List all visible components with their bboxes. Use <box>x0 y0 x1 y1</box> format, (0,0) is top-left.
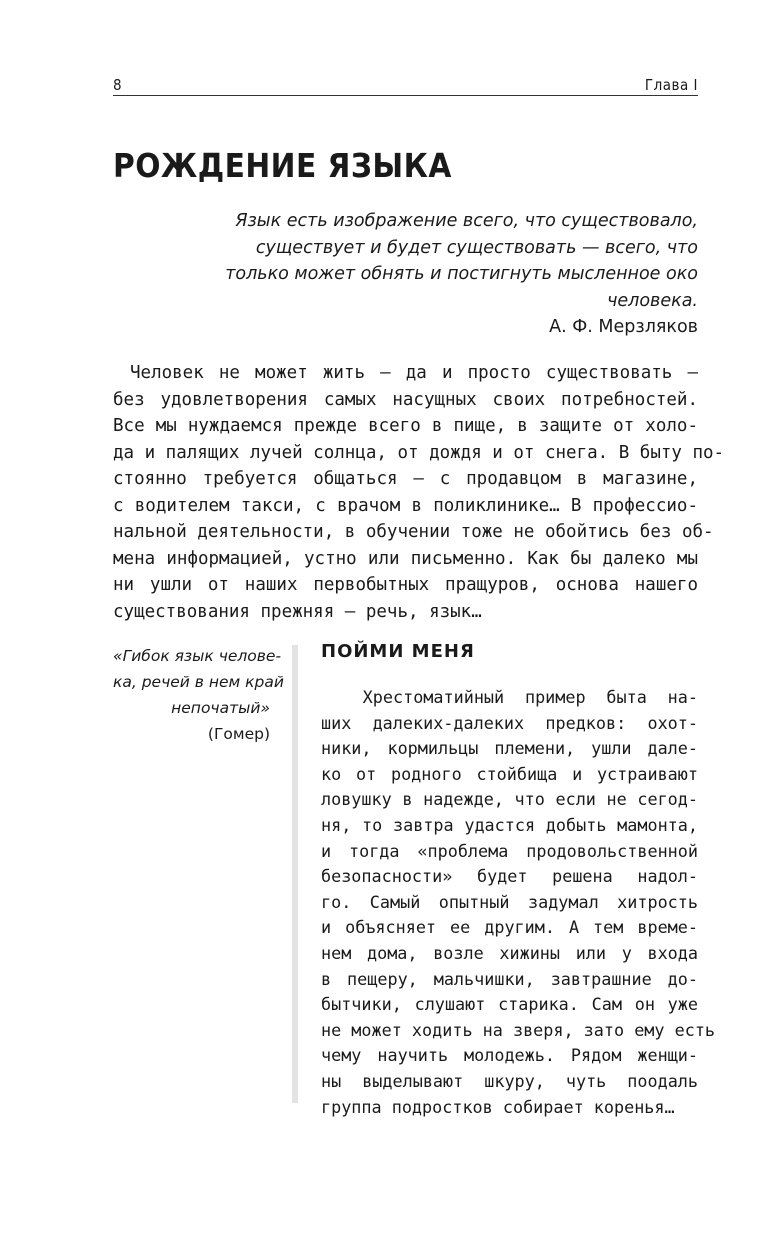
text-line: ни ушли от наших первобытных пращуров, основа нашего <box>113 575 698 595</box>
text-line: Человек не может жить — да и просто существовать — <box>130 363 698 383</box>
sidenote-line: непочатый» <box>171 699 270 717</box>
text-line: и объясняет ее другим. А тем време- <box>321 917 698 938</box>
epigraph-line: только может обнять и постигнуть мысленное око <box>225 264 698 284</box>
sidenote-line: ка, речей в нем край <box>113 673 284 691</box>
text-line: существования прежняя — речь, язык… <box>113 601 482 622</box>
epigraph-author: А. Ф. Мерзляков <box>549 317 698 337</box>
sidenote-quote <box>113 643 284 747</box>
intro-paragraph <box>113 360 725 625</box>
text-line: бытчики, слушают старика. Сам он уже <box>321 994 698 1015</box>
text-line: Все мы нуждаемся прежде всего в пище, в защите от холо- <box>113 416 698 436</box>
section-paragraph <box>321 685 716 1120</box>
chapter-label: Глава I <box>644 76 698 94</box>
text-line: в пещеру, мальчишки, завтрашние до- <box>321 968 698 989</box>
text-line: нем дома, возле хижины или у входа <box>321 942 698 963</box>
text-line: группа подростков собирает коренья… <box>321 1096 675 1117</box>
text-line: ших далеких-далеких предков: охот- <box>321 712 698 733</box>
text-line: Хрестоматийный пример быта на- <box>321 687 698 707</box>
text-line: стоянно требуется общаться — с продавцом в магазине, <box>113 469 698 489</box>
text-line: чему научить молодежь. Рядом женщи- <box>321 1045 698 1066</box>
text-line: го. Самый опытный задумал хитрость <box>321 891 698 912</box>
sidenote-source: (Гомер) <box>207 725 270 743</box>
text-line: безопасности» будет решена надол- <box>321 866 698 887</box>
text-line: нальной деятельности, в обучении тоже не обойтись без об- <box>113 522 714 542</box>
epigraph <box>190 208 698 341</box>
text-line: ники, кормильцы племени, ушли дале- <box>321 738 698 759</box>
text-line: мена информацией, устно или письменно. Как бы далеко мы <box>113 548 698 569</box>
epigraph-line: Язык есть изображение всего, что существовало, <box>235 211 698 231</box>
sidenote-line: «Гибок язык челове- <box>113 647 282 665</box>
text-line: ко от родного стойбища и устраивают <box>321 763 698 784</box>
epigraph-line: человека. <box>607 290 698 311</box>
text-line: да и палящих лучей солнца, от дождя и от снега. В быту по- <box>113 442 725 463</box>
text-line: и тогда «проблема продовольственной <box>321 840 698 861</box>
vertical-divider <box>292 645 298 1103</box>
running-header <box>113 75 698 96</box>
text-line: ловушку в надежде, что если не сегод- <box>321 789 698 810</box>
text-line: без удовлетворения самых насущных своих потребностей. <box>113 389 698 410</box>
epigraph-line: существует и будет существовать — всего, что <box>255 237 698 258</box>
text-line: с водителем такси, с врачом в поликлинике… В профессио- <box>113 495 698 516</box>
section-title: ПОЙМИ МЕНЯ <box>321 641 475 662</box>
text-line: ня, то завтра удастся добыть мамонта, <box>321 814 698 835</box>
chapter-title: РОЖДЕНИЕ ЯЗЫКА <box>113 146 452 185</box>
page-number: 8 <box>113 76 122 94</box>
text-line: не может ходить на зверя, зато ему есть <box>321 1019 716 1040</box>
text-line: ны выделывают шкуру, чуть поодаль <box>321 1070 698 1091</box>
